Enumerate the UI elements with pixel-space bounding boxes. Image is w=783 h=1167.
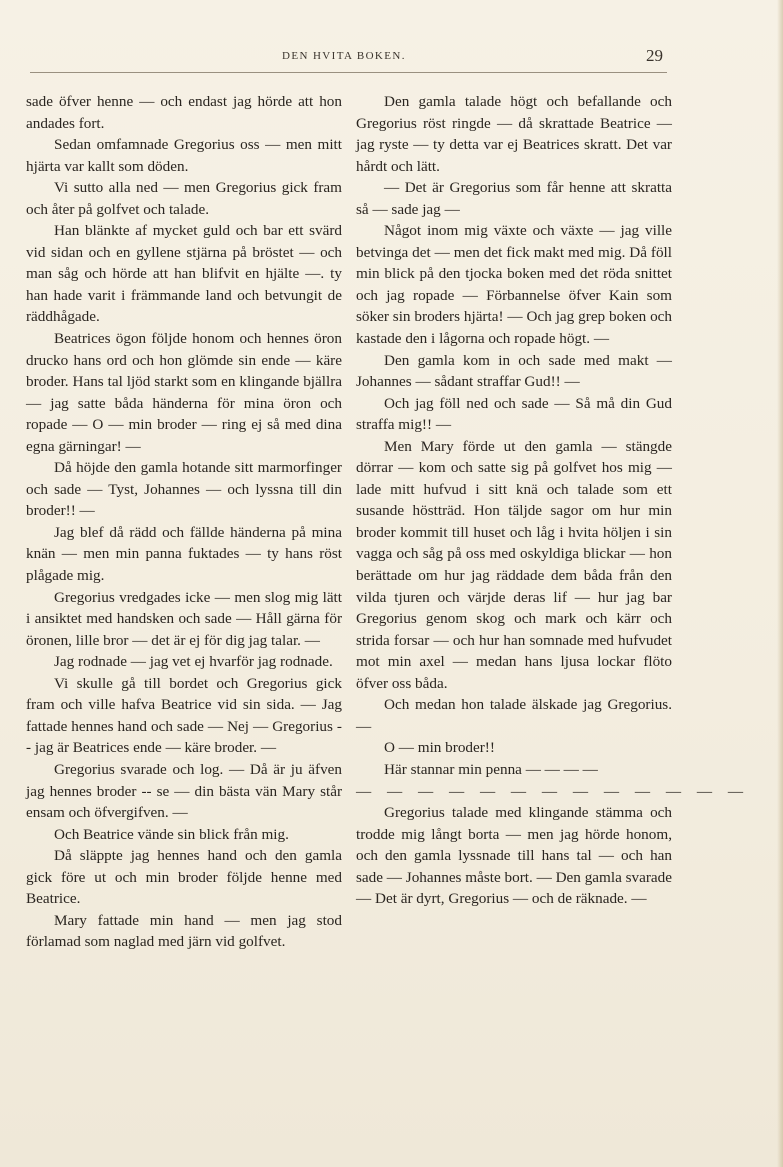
- paragraph: O — min broder!!: [384, 739, 495, 757]
- paragraph: Och medan hon talade älskade jag Gregorius. —: [356, 696, 672, 735]
- running-head: DEN HVITA BOKEN.: [282, 50, 406, 62]
- paragraph: Vi skulle gå till bordet och Gregorius gick fram och ville hafva Beatrice vid sin sida. — Jag fattade hennes hand och sade — Nej — Gregorius -- jag är Beatrices ende — käre broder. —: [26, 674, 342, 757]
- paragraph: Gregorius svarade och log. — Då är ju äfven jag hennes broder -- se — din bästa vän Mary står ensam och öfvergifven. —: [26, 760, 342, 822]
- paragraph: Och jag föll ned och sade — Så må din Gud straffa mig!! —: [356, 394, 672, 434]
- paragraph: Jag blef då rädd och fällde händerna på mina knän — men min panna fuktades — ty hans röst plågade mig.: [26, 523, 342, 585]
- paragraph: sade öfver henne — och endast jag hörde att hon andades fort.: [26, 93, 342, 132]
- paragraph: Här stannar min penna — — — —: [384, 760, 598, 778]
- paragraph: Då höjde den gamla hotande sitt marmorfinger och sade — Tyst, Johannes — och lyssna till din broder!! —: [26, 459, 342, 520]
- paragraph: Den gamla kom in och sade med makt — Johannes — sådant straffar Gud!! —: [356, 351, 672, 391]
- paragraph: Då släppte jag hennes hand och den gamla gick före ut och min broder följde henne med Beatrice.: [26, 847, 342, 908]
- dash-separator: — — — — — — — — — — — — —: [356, 782, 749, 800]
- header-rule: [30, 72, 667, 73]
- paragraph: Sedan omfamnade Gregorius oss — men mitt hjärta var kallt som döden.: [26, 136, 342, 175]
- paragraph: — Det är Gregorius som får henne att skratta så — sade jag —: [356, 179, 672, 218]
- paragraph: Och Beatrice vände sin blick från mig.: [54, 825, 289, 843]
- paragraph: Vi sutto alla ned — men Gregorius gick fram och åter på golfvet och talade.: [26, 179, 342, 218]
- paragraph: Men Mary förde ut den gamla — stängde dörrar — kom och satte sig på golfvet hos mig — lade mitt hufvud i sitt knä och talade som ett susande höstträd. Hon täljde sagor om hur min broder kommit till huset och låg i hvita höljen i sin vagga och såg på oss med oskyldiga blickar — hon berättade om hur jag räddade dem båda från den vilda tjuren och värjde deras lif — hur jag bar Gregorius genom skog och mark och kärr och strida forsar — och hur han somnade med hufvudet mot min axel — medan hans ljusa lockar flöto öfver oss båda.: [356, 437, 672, 692]
- paragraph: Något inom mig växte och växte — jag ville betvinga det — men det fick makt med mig. Då föll min blick på den tjocka boken med det röda snittet och jag ropade — Förbannelse öfver Kain som söker sin broders hjärta! — Och jag grep boken och kastade den i lågorna och ropade högt. —: [356, 222, 672, 348]
- paragraph: Mary fattade min hand — men jag stod förlamad som naglad med järn vid golfvet.: [26, 911, 342, 951]
- right-column: [356, 91, 749, 910]
- paragraph: Gregorius vredgades icke — men slog mig lätt i ansiktet med handsken och sade — Håll gärna för öronen, lille bror — det är ej för dig jag talar. —: [26, 588, 342, 649]
- paragraph: Den gamla talade högt och befallande och Gregorius röst ringde — då skrattade Beatrice — jag ryste — ty detta var ej Beatrices skratt. Det var hårdt och lätt.: [356, 93, 672, 175]
- page-number: 29: [646, 46, 663, 65]
- paragraph: Han blänkte af mycket guld och bar ett svärd vid sidan och en gyllene stjärna på bröstet — och man såg och hörde att han blifvit en hjälte —. ty han hade varit i främmande land och betvungit de räddhågade.: [26, 222, 342, 326]
- paragraph: Jag rodnade — jag vet ej hvarför jag rodnade.: [54, 653, 333, 671]
- paragraph: Gregorius talade med klingande stämma och trodde mig långt borta — men jag hörde honom, och den gamla lyssnade till hans tal — och han sade — Johannes måste bort. — Den gamla svarade — Det är dyrt, Gregorius — och de räknade. —: [356, 804, 672, 908]
- left-column: [26, 91, 342, 953]
- paragraph: Beatrices ögon följde honom och hennes öron drucko hans ord och hon glömde sin ende — käre broder. Hans tal ljöd starkt som en klingande bjällra — jag satte båda händerna för mina öron och ropade — O — min broder — ring ej så med dina egna gärningar! —: [26, 330, 342, 455]
